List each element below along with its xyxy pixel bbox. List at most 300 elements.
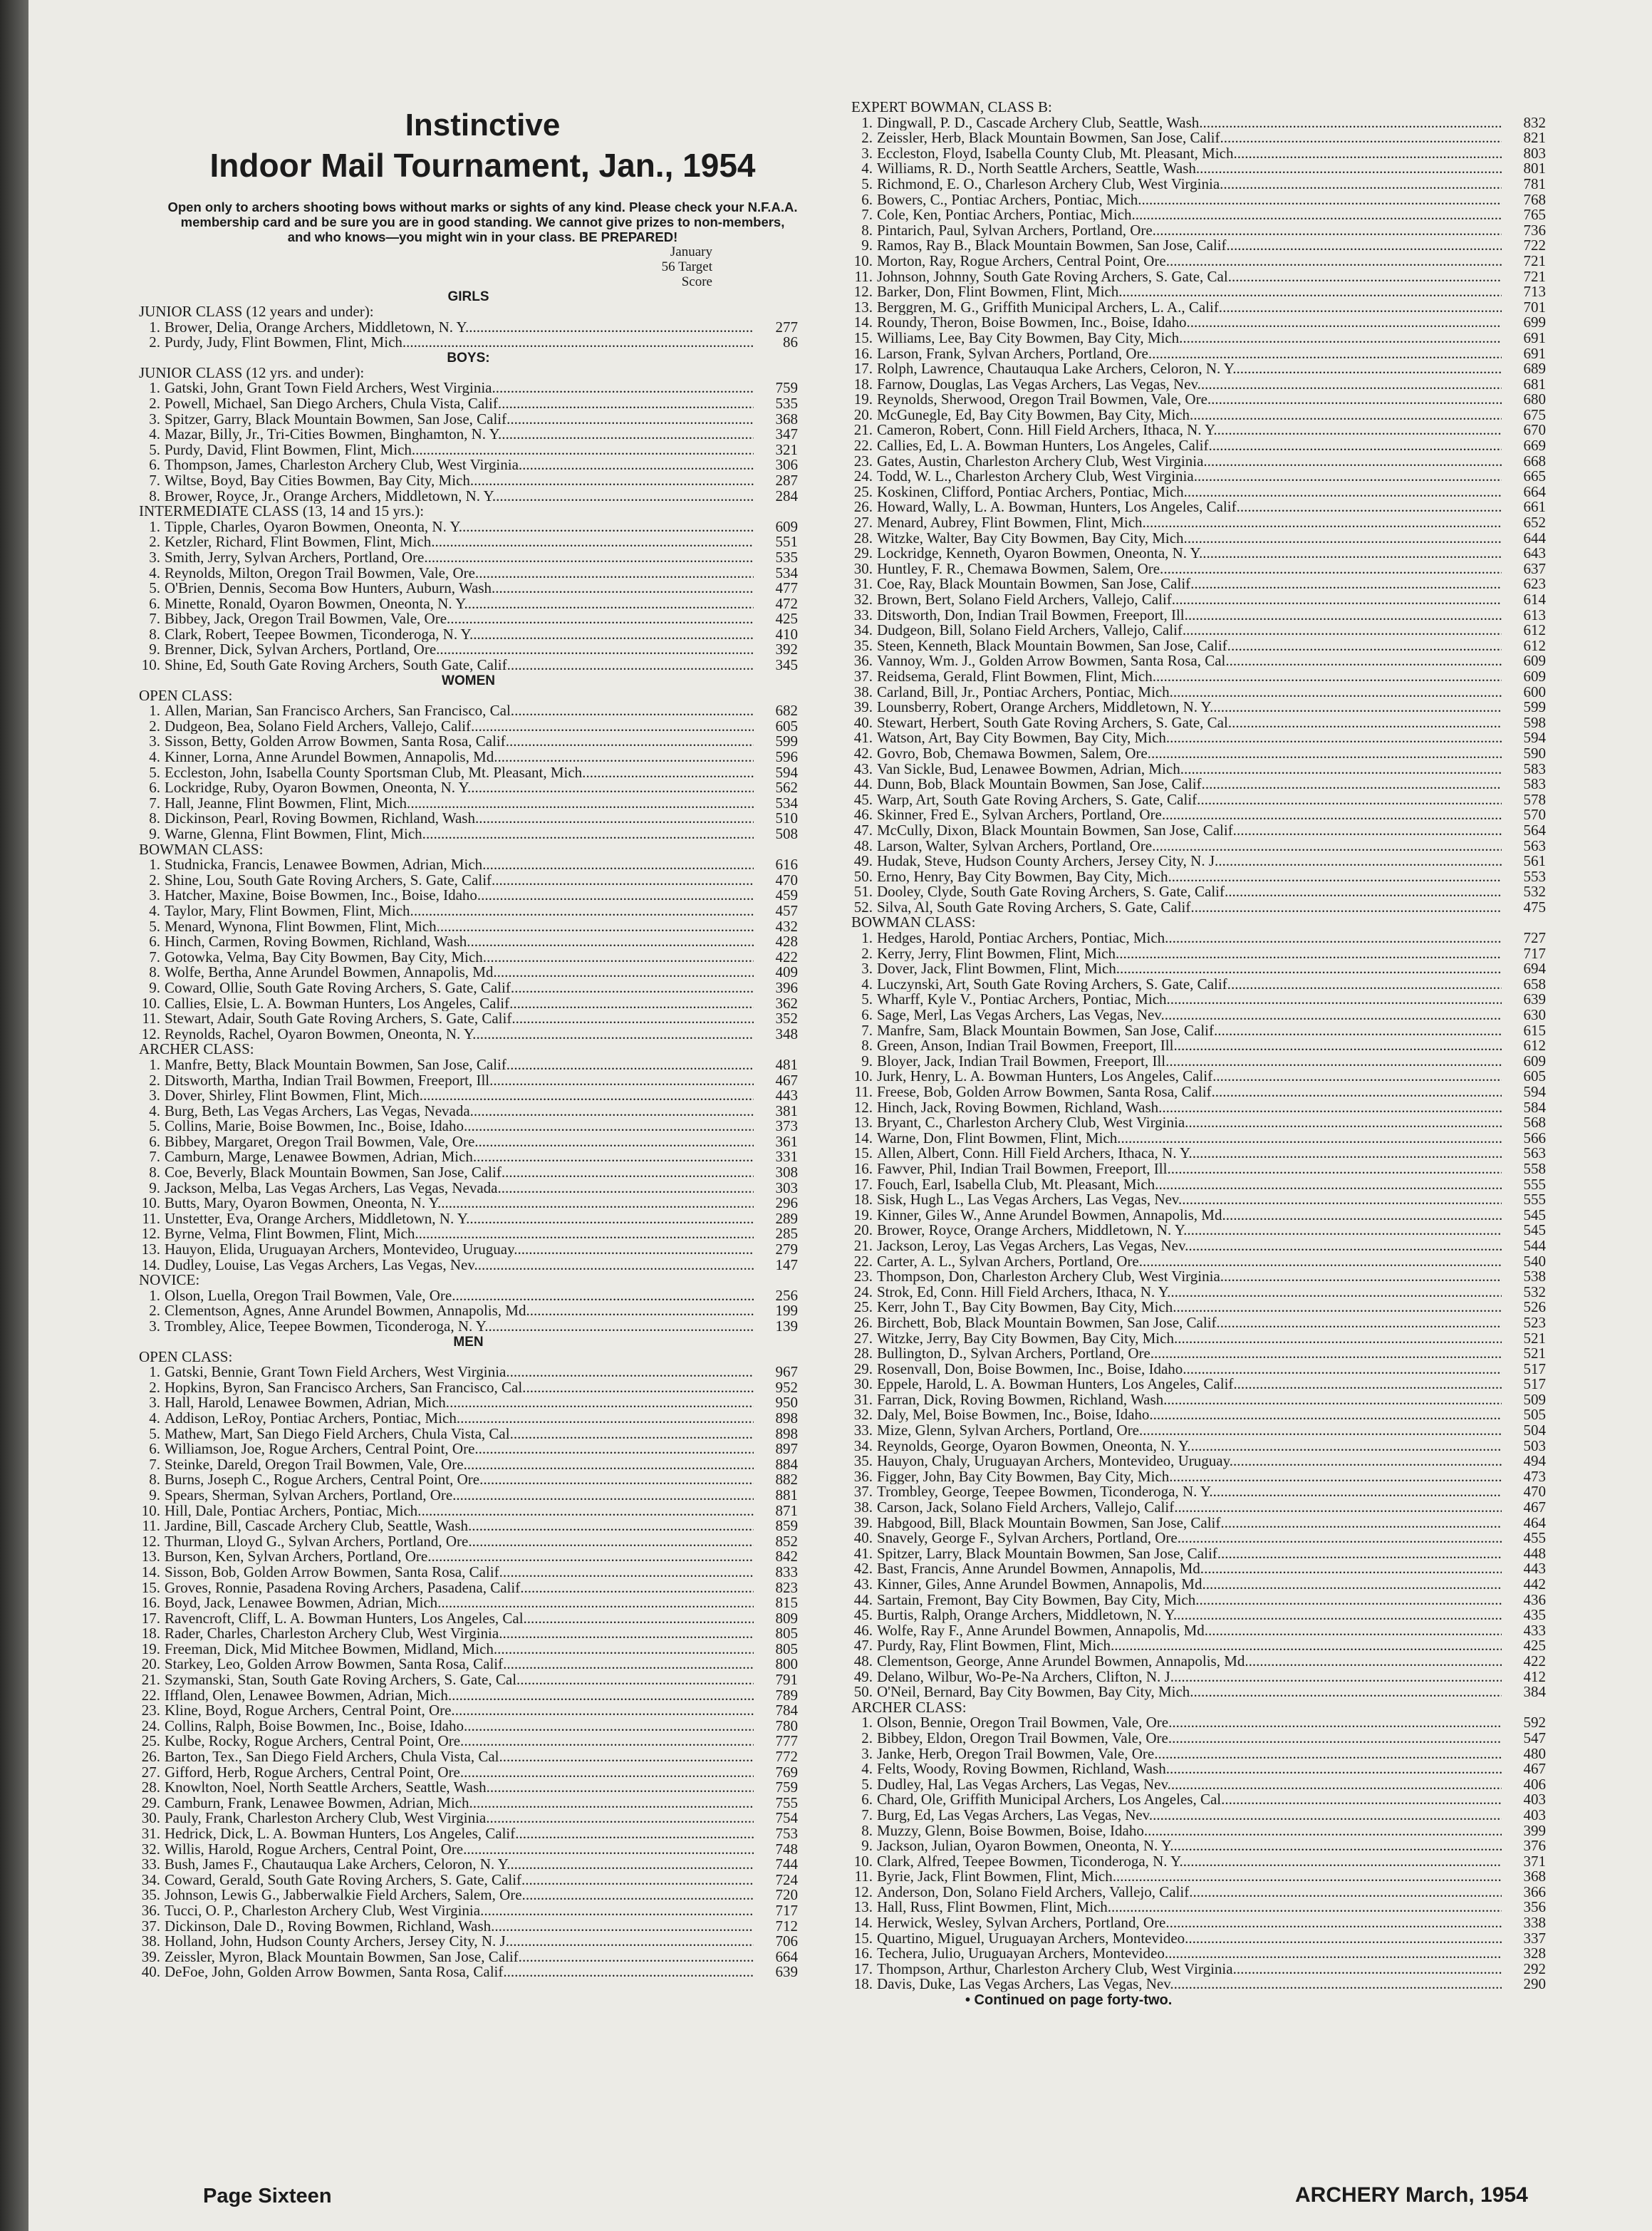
result-rank: 30.: [853, 1375, 873, 1393]
result-row: [139, 1365, 798, 1380]
result-score: 789: [775, 1686, 798, 1704]
result-entrant: Powell, Michael, San Diego Archers, Chula Vista, Calif. .....: [165, 396, 754, 412]
result-entrant: Chard, Ole, Griffith Municipal Archers, Los Angeles, Cal. .....: [877, 1792, 1502, 1808]
result-row: [139, 1303, 798, 1319]
result-row: [851, 1469, 1546, 1485]
result-row: [139, 1765, 798, 1781]
result-entrant: Rader, Charles, Charleston Archery Club, West Virginia .....: [165, 1626, 754, 1642]
result-entrant: Hall, Harold, Lenawee Bowmen, Adrian, Mich. .....: [165, 1395, 754, 1411]
result-rank: 47.: [853, 821, 873, 839]
result-score: 86: [783, 333, 798, 351]
result-entrant: Bryant, C., Charleston Archery Club, West Virginia .....: [877, 1115, 1502, 1131]
result-score: 139: [775, 1318, 798, 1335]
result-entrant: Lounsberry, Robert, Orange Archers, Middletown, N. Y. .....: [877, 700, 1502, 715]
result-row: [139, 1688, 798, 1704]
result-score: 721: [1523, 267, 1546, 285]
result-rank: 11.: [142, 1010, 160, 1027]
result-entrant: Jackson, Leroy, Las Vegas Archers, Las Vegas, Nev. .....: [877, 1238, 1502, 1254]
result-score: 331: [775, 1148, 798, 1166]
result-entrant: Kline, Boyd, Rogue Archers, Central Point, Ore. .....: [165, 1703, 754, 1719]
result-row: [139, 1642, 798, 1657]
result-entrant: Unstetter, Eva, Orange Archers, Middletown, N. Y. .....: [165, 1211, 754, 1227]
result-row: [851, 546, 1546, 561]
result-row: [851, 1454, 1546, 1469]
result-entrant: Coe, Beverly, Black Mountain Bowmen, San Jose, Calif. .....: [165, 1165, 754, 1181]
result-entrant: Brower, Royce, Orange Archers, Middletown, N. Y. .....: [877, 1223, 1502, 1238]
result-entrant: Gatski, John, Grant Town Field Archers, West Virginia .....: [165, 381, 754, 396]
result-rank: 18.: [141, 1625, 160, 1642]
result-rank: 39.: [141, 1947, 160, 1965]
result-rank: 2.: [149, 871, 160, 889]
result-row: [139, 1472, 798, 1488]
result-rank: 2.: [861, 1729, 873, 1746]
result-entrant: Anderson, Don, Solano Field Archers, Vallejo, Calif. .....: [877, 1885, 1502, 1900]
result-rank: 37.: [141, 1917, 160, 1935]
result-score: 612: [1523, 621, 1546, 639]
score-header-month: January: [670, 244, 712, 259]
result-score: 510: [775, 809, 798, 827]
result-entrant: Davis, Duke, Las Vegas Archers, Las Vegas, Nev. .....: [877, 1977, 1502, 1992]
result-entrant: Brower, Delia, Orange Archers, Middletown, N. Y. .....: [165, 320, 754, 336]
result-entrant: Eppele, Harold, L. A. Bowman Hunters, Los Angeles, Calif. .....: [877, 1377, 1502, 1392]
result-score: 347: [775, 425, 798, 443]
result-entrant: Warp, Art, South Gate Roving Archers, S. Gate, Calif. .....: [877, 792, 1502, 808]
result-score: 384: [1523, 1683, 1546, 1701]
result-rank: 29.: [853, 1360, 873, 1377]
result-row: [851, 1823, 1546, 1839]
result-entrant: Johnson, Johnny, South Gate Roving Archers, S. Gate, Cal. .....: [877, 269, 1502, 285]
section-heading: MEN: [453, 1334, 484, 1350]
result-score: 815: [775, 1594, 798, 1612]
result-rank: 31.: [141, 1825, 160, 1842]
result-row: [851, 1161, 1546, 1177]
result-row: [139, 427, 798, 442]
result-entrant: Brower, Royce, Jr., Orange Archers, Middletown, N. Y. .....: [165, 489, 754, 504]
result-score: 338: [1523, 1914, 1546, 1932]
result-rank: 1.: [149, 517, 160, 535]
result-score: 852: [775, 1532, 798, 1550]
result-rank: 5.: [149, 763, 160, 781]
result-score: 538: [1523, 1268, 1546, 1285]
result-rank: 16.: [141, 1594, 160, 1612]
result-score: 598: [1523, 713, 1546, 731]
result-entrant: Bibbey, Margaret, Oregon Trail Bowmen, Vale, Ore. .....: [165, 1134, 754, 1150]
result-rank: 48.: [853, 837, 873, 854]
result-score: 578: [1523, 790, 1546, 808]
result-row: [139, 473, 798, 489]
result-entrant: Allen, Albert, Conn. Hill Field Archers, Ithaca, N. Y. .....: [877, 1146, 1502, 1161]
result-row: [139, 1181, 798, 1196]
result-score: 616: [775, 856, 798, 874]
result-row: [139, 1947, 798, 1965]
result-entrant: Daly, Mel, Boise Bowmen, Inc., Boise, Idaho .....: [877, 1407, 1502, 1423]
result-row: [139, 1565, 798, 1580]
result-entrant: Clark, Robert, Teepee Bowmen, Ticonderoga, N. Y. .....: [165, 627, 754, 643]
result-rank: 10.: [853, 1067, 873, 1085]
result-score: 721: [1523, 252, 1546, 269]
section-heading: GIRLS: [447, 289, 489, 304]
result-entrant: Clementson, Agnes, Anne Arundel Bowmen, Annapolis, Md. .....: [165, 1303, 754, 1319]
result-entrant: Burg, Beth, Las Vegas Archers, Las Vegas, Nevada .....: [165, 1104, 754, 1119]
result-rank: 36.: [853, 652, 873, 670]
result-rank: 31.: [853, 575, 873, 593]
result-row: [139, 1870, 798, 1888]
result-entrant: Shine, Ed, South Gate Roving Archers, South Gate, Calif. .....: [165, 658, 754, 673]
result-score: 459: [775, 886, 798, 904]
result-rank: 21.: [853, 421, 873, 439]
result-entrant: Zeissler, Myron, Black Mountain Bowmen, San Jose, Calif. .....: [165, 1950, 754, 1965]
result-entrant: Stewart, Herbert, South Gate Roving Archers, S. Gate, Cal. .....: [877, 715, 1502, 731]
result-row: [139, 1211, 798, 1227]
result-row: [851, 992, 1546, 1008]
result-row: [851, 1531, 1546, 1546]
result-rank: 28.: [853, 1345, 873, 1362]
result-row: [851, 1346, 1546, 1362]
result-score: 769: [775, 1763, 798, 1781]
result-entrant: McGunegle, Ed, Bay City Bowmen, Bay City, Mich. .....: [877, 408, 1502, 423]
result-entrant: Habgood, Bill, Black Mountain Bowmen, San Jose, Calif. .....: [877, 1516, 1502, 1531]
result-entrant: Jackson, Melba, Las Vegas Archers, Las Vegas, Nevada .....: [165, 1181, 754, 1196]
result-entrant: Mathew, Mart, San Diego Field Archers, Chula Vista, Cal. .....: [165, 1427, 754, 1442]
result-score: 609: [1523, 667, 1546, 685]
result-rank: 30.: [853, 559, 873, 577]
result-score: 720: [775, 1886, 798, 1904]
result-score: 563: [1523, 837, 1546, 854]
result-entrant: Thompson, Arthur, Charleston Archery Club, West Virginia .....: [877, 1962, 1502, 1977]
result-entrant: Menard, Wynona, Flint Bowmen, Flint, Mich. .....: [165, 919, 754, 935]
result-row: [139, 1749, 798, 1765]
result-rank: 2.: [149, 1378, 160, 1396]
result-entrant: Techera, Julio, Uruguayan Archers, Montevideo .....: [877, 1946, 1502, 1962]
result-rank: 41.: [853, 1544, 873, 1562]
result-row: [139, 919, 798, 935]
result-row: [851, 839, 1546, 854]
result-row: [139, 658, 798, 673]
result-row: [851, 207, 1546, 223]
result-rank: 11.: [854, 1083, 873, 1100]
result-entrant: Manfre, Betty, Black Mountain Bowmen, San Jose, Calif. .....: [165, 1057, 754, 1073]
result-rank: 43.: [853, 760, 873, 777]
result-score: 406: [1523, 1775, 1546, 1793]
result-rank: 42.: [853, 744, 873, 762]
result-score: 403: [1523, 1791, 1546, 1808]
result-entrant: Steen, Kenneth, Black Mountain Bowmen, San Jose, Calif. .....: [877, 638, 1502, 654]
result-entrant: Dooley, Clyde, South Gate Roving Archers, S. Gate, Calif. .....: [877, 884, 1502, 900]
result-rank: 2.: [149, 533, 160, 551]
result-row: [851, 1238, 1546, 1254]
result-score: 403: [1523, 1806, 1546, 1823]
result-score: 509: [1523, 1390, 1546, 1408]
result-rank: 12.: [853, 1098, 873, 1116]
result-entrant: Felts, Woody, Roving Bowmen, Richland, Wash. .....: [877, 1761, 1502, 1777]
result-score: 612: [1523, 1037, 1546, 1055]
result-score: 562: [775, 779, 798, 797]
result-rank: 25.: [141, 1732, 160, 1750]
result-entrant: Jurk, Henry, L. A. Bowman Hunters, Los Angeles, Calif. .....: [877, 1069, 1502, 1085]
result-row: [851, 576, 1546, 592]
result-rank: 7.: [149, 794, 160, 812]
result-rank: 4.: [861, 1760, 873, 1778]
result-entrant: Kerry, Jerry, Flint Bowmen, Flint, Mich. .....: [877, 946, 1502, 962]
result-score: 494: [1523, 1452, 1546, 1470]
result-entrant: Ketzler, Richard, Flint Bowmen, Flint, Mich. .....: [165, 534, 754, 550]
result-score: 368: [1523, 1868, 1546, 1885]
result-rank: 9.: [149, 641, 160, 658]
result-row: [851, 792, 1546, 808]
result-entrant: Freese, Bob, Golden Arrow Bowmen, Santa Rosa, Calif. .....: [877, 1085, 1502, 1100]
result-rank: 16.: [853, 1159, 873, 1177]
result-entrant: Minette, Ronald, Oyaron Bowmen, Oneonta, N. Y. .....: [165, 596, 754, 612]
result-score: 952: [775, 1378, 798, 1396]
result-score: 443: [775, 1087, 798, 1104]
result-score: 534: [775, 564, 798, 581]
result-row: [851, 669, 1546, 685]
result-row: [851, 1269, 1546, 1285]
result-entrant: Gates, Austin, Charleston Archery Club, West Virginia .....: [877, 454, 1502, 470]
result-score: 475: [1523, 898, 1546, 916]
result-rank: 33.: [853, 606, 873, 623]
result-entrant: Smith, Jerry, Sylvan Archers, Portland, Ore. .....: [165, 550, 754, 566]
result-score: 691: [1523, 328, 1546, 346]
result-entrant: Sartain, Fremont, Bay City Bowmen, Bay City, Mich. .....: [877, 1593, 1502, 1608]
result-entrant: Vannoy, Wm. J., Golden Arrow Bowmen, Santa Rosa, Cal. .....: [877, 653, 1502, 669]
result-row: [851, 1331, 1546, 1347]
result-entrant: Todd, W. L., Charleston Archery Club, West Virginia .....: [877, 469, 1502, 485]
result-entrant: Williams, R. D., North Seattle Archers, Seattle, Wash. .....: [877, 161, 1502, 177]
result-rank: 29.: [141, 1793, 160, 1811]
result-entrant: Bast, Francis, Anne Arundel Bowmen, Annapolis, Md. .....: [877, 1561, 1502, 1577]
result-score: 422: [775, 948, 798, 966]
result-score: 727: [1523, 929, 1546, 947]
result-score: 637: [1523, 559, 1546, 577]
result-entrant: Taylor, Mary, Flint Bowmen, Flint, Mich. .....: [165, 904, 754, 919]
result-rank: 49.: [853, 1667, 873, 1685]
result-row: [851, 392, 1546, 408]
result-rank: 11.: [854, 267, 873, 285]
result-score: 425: [775, 610, 798, 628]
result-row: [139, 581, 798, 596]
result-rank: 16.: [853, 344, 873, 362]
result-row: [851, 405, 1546, 423]
result-entrant: Trombley, Alice, Teepee Bowmen, Ticonderoga, N. Y. .....: [165, 1319, 754, 1335]
result-score: 590: [1523, 744, 1546, 762]
result-row: [139, 980, 798, 996]
result-entrant: O'Brien, Dennis, Secoma Bow Hunters, Auburn, Wash. .....: [165, 581, 754, 596]
result-score: 352: [775, 1010, 798, 1027]
class-heading: OPEN CLASS:: [139, 1347, 233, 1365]
result-rank: 17.: [853, 360, 873, 378]
result-score: 303: [775, 1179, 798, 1196]
result-row: [851, 377, 1546, 393]
result-row: [139, 381, 798, 396]
right-results-list: [851, 100, 1546, 2008]
result-row: [139, 442, 798, 458]
result-row: [139, 1611, 798, 1627]
result-rank: 43.: [853, 1575, 873, 1593]
result-row: [851, 1315, 1546, 1331]
result-rank: 34.: [853, 1437, 873, 1454]
result-rank: 3.: [149, 410, 160, 428]
result-score: 781: [1523, 175, 1546, 192]
result-score: 564: [1523, 821, 1546, 839]
result-entrant: Hedrick, Dick, L. A. Bowman Hunters, Los Angeles, Calif. .....: [165, 1826, 754, 1842]
result-row: [851, 531, 1546, 547]
result-row: [139, 1534, 798, 1550]
result-rank: 6.: [149, 933, 160, 951]
result-row: [139, 534, 798, 550]
result-entrant: Iffland, Olen, Lenawee Bowmen, Adrian, Mich. .....: [165, 1688, 754, 1704]
result-rank: 4.: [149, 564, 160, 581]
result-row: [139, 1719, 798, 1734]
score-header-target: 56 Target: [661, 259, 712, 274]
result-score: 664: [775, 1947, 798, 1965]
result-row: [851, 653, 1546, 669]
result-row: [851, 1808, 1546, 1823]
result-score: 691: [1523, 344, 1546, 362]
result-rank: 40.: [141, 1963, 160, 1981]
result-rank: 6.: [149, 779, 160, 797]
result-entrant: Freeman, Dick, Mid Mitchee Bowmen, Midland, Mich. .....: [165, 1642, 754, 1657]
result-score: 780: [775, 1717, 798, 1734]
result-rank: 50.: [853, 867, 873, 885]
result-rank: 17.: [141, 1609, 160, 1627]
result-score: 680: [1523, 390, 1546, 408]
result-score: 884: [775, 1455, 798, 1473]
result-score: 592: [1523, 1714, 1546, 1732]
result-rank: 3.: [149, 1394, 160, 1412]
result-row: [139, 1518, 798, 1534]
result-row: [851, 1054, 1546, 1070]
result-score: 410: [775, 625, 798, 643]
result-rank: 4.: [861, 160, 873, 177]
result-entrant: Hatcher, Maxine, Boise Bowmen, Inc., Boise, Idaho .....: [165, 888, 754, 904]
result-row: [139, 1027, 798, 1042]
result-score: 467: [1523, 1498, 1546, 1516]
result-entrant: Mazar, Billy, Jr., Tri-Cities Bowmen, Binghamton, N. Y. .....: [165, 427, 754, 442]
result-rank: 32.: [853, 1406, 873, 1424]
result-score: 534: [775, 794, 798, 812]
result-rank: 10.: [141, 656, 160, 674]
result-row: [851, 1513, 1546, 1531]
result-rank: 8.: [861, 1037, 873, 1055]
result-row: [851, 854, 1546, 869]
result-row: [139, 873, 798, 889]
result-entrant: Rosenvall, Don, Boise Bowmen, Inc., Boise, Idaho .....: [877, 1362, 1502, 1377]
result-row: [139, 566, 798, 581]
result-score: 712: [775, 1917, 798, 1935]
result-rank: 9.: [149, 978, 160, 996]
class-heading: BOWMAN CLASS:: [139, 840, 264, 858]
result-rank: 8.: [149, 625, 160, 643]
result-row: [851, 454, 1546, 470]
result-entrant: Hinch, Jack, Roving Bowmen, Richland, Wash. .....: [877, 1100, 1502, 1116]
result-row: [139, 596, 798, 612]
result-entrant: Luczynski, Art, South Gate Roving Archers, S. Gate, Calif. .....: [877, 977, 1502, 993]
result-entrant: DeFoe, John, Golden Arrow Bowmen, Santa Rosa, Calif. .....: [165, 1965, 754, 1980]
result-entrant: Wiltse, Boyd, Bay Cities Bowmen, Bay City, Mich. .....: [165, 473, 754, 489]
result-rank: 36.: [853, 1467, 873, 1485]
result-rank: 3.: [861, 960, 873, 978]
result-row: [139, 1888, 798, 1903]
result-score: 713: [1523, 283, 1546, 301]
result-score: 545: [1523, 1221, 1546, 1239]
result-score: 376: [1523, 1837, 1546, 1855]
result-score: 523: [1523, 1313, 1546, 1331]
left-column: [139, 107, 798, 1980]
result-row: [851, 1100, 1546, 1116]
result-rank: 11.: [854, 1868, 873, 1885]
class-heading: JUNIOR CLASS (12 years and under):: [139, 303, 374, 320]
result-row: [851, 1854, 1546, 1870]
result-rank: 32.: [853, 591, 873, 608]
result-score: 950: [775, 1394, 798, 1412]
result-entrant: Addison, LeRoy, Pontiac Archers, Pontiac, Mich. .....: [165, 1411, 754, 1427]
result-score: 722: [1523, 237, 1546, 254]
result-row: [139, 1057, 798, 1073]
result-score: 345: [775, 656, 798, 674]
result-entrant: Purdy, Ray, Flint Bowmen, Flint, Mich. .....: [877, 1638, 1502, 1654]
result-row: [139, 1149, 798, 1165]
result-rank: 38.: [853, 1498, 873, 1516]
result-entrant: Coward, Ollie, South Gate Roving Archers, S. Gate, Calif. .....: [165, 980, 754, 996]
result-rank: 29.: [853, 544, 873, 562]
result-rank: 1.: [149, 318, 160, 336]
result-rank: 46.: [853, 806, 873, 824]
result-entrant: Thompson, Don, Charleston Archery Club, West Virginia .....: [877, 1269, 1502, 1285]
result-rank: 2.: [149, 394, 160, 412]
result-score: 664: [1523, 482, 1546, 500]
result-entrant: Sisson, Bob, Golden Arrow Bowmen, Santa Rosa, Calif. .....: [165, 1565, 754, 1580]
result-score: 399: [1523, 1821, 1546, 1839]
result-rank: 11.: [142, 1517, 160, 1535]
result-row: [139, 1457, 798, 1473]
result-entrant: Hall, Russ, Flint Bowmen, Flint, Mich. .....: [877, 1900, 1502, 1915]
result-score: 594: [775, 763, 798, 781]
result-row: [851, 1590, 1546, 1608]
result-rank: 5.: [149, 1117, 160, 1135]
result-entrant: Hall, Jeanne, Flint Bowmen, Flint, Mich. .....: [165, 796, 754, 812]
result-score: 521: [1523, 1345, 1546, 1362]
result-rank: 3.: [861, 144, 873, 162]
result-row: [851, 1423, 1546, 1439]
result-score: 306: [775, 456, 798, 474]
result-row: [139, 1549, 798, 1565]
result-row: [139, 734, 798, 750]
result-rank: 45.: [853, 1606, 873, 1624]
result-entrant: Reidsema, Gerald, Flint Bowmen, Flint, Mich. .....: [877, 669, 1502, 685]
result-entrant: Silva, Al, South Gate Roving Archers, S. Gate, Calif. .....: [877, 900, 1502, 916]
result-row: [851, 1792, 1546, 1808]
result-entrant: Ditsworth, Martha, Indian Trail Bowmen, Freeport, Ill. .....: [165, 1073, 754, 1089]
result-rank: 7.: [861, 1021, 873, 1039]
result-entrant: Williamson, Joe, Rogue Archers, Central Point, Ore. .....: [165, 1441, 754, 1457]
result-row: [851, 423, 1546, 438]
result-rank: 8.: [149, 809, 160, 827]
result-row: [139, 901, 798, 919]
result-score: 321: [775, 440, 798, 458]
result-score: 967: [775, 1363, 798, 1381]
result-score: 464: [1523, 1513, 1546, 1531]
result-row: [139, 1242, 798, 1258]
result-rank: 15.: [853, 328, 873, 346]
result-entrant: Dickinson, Dale D., Roving Bowmen, Richland, Wash. .....: [165, 1919, 754, 1935]
score-header: [139, 244, 798, 289]
result-row: [851, 1931, 1546, 1947]
result-entrant: Witzke, Jerry, Bay City Bowmen, Bay City, Mich. .....: [877, 1331, 1502, 1347]
result-rank: 12.: [853, 283, 873, 301]
result-score: 448: [1523, 1544, 1546, 1562]
result-row: [139, 888, 798, 904]
